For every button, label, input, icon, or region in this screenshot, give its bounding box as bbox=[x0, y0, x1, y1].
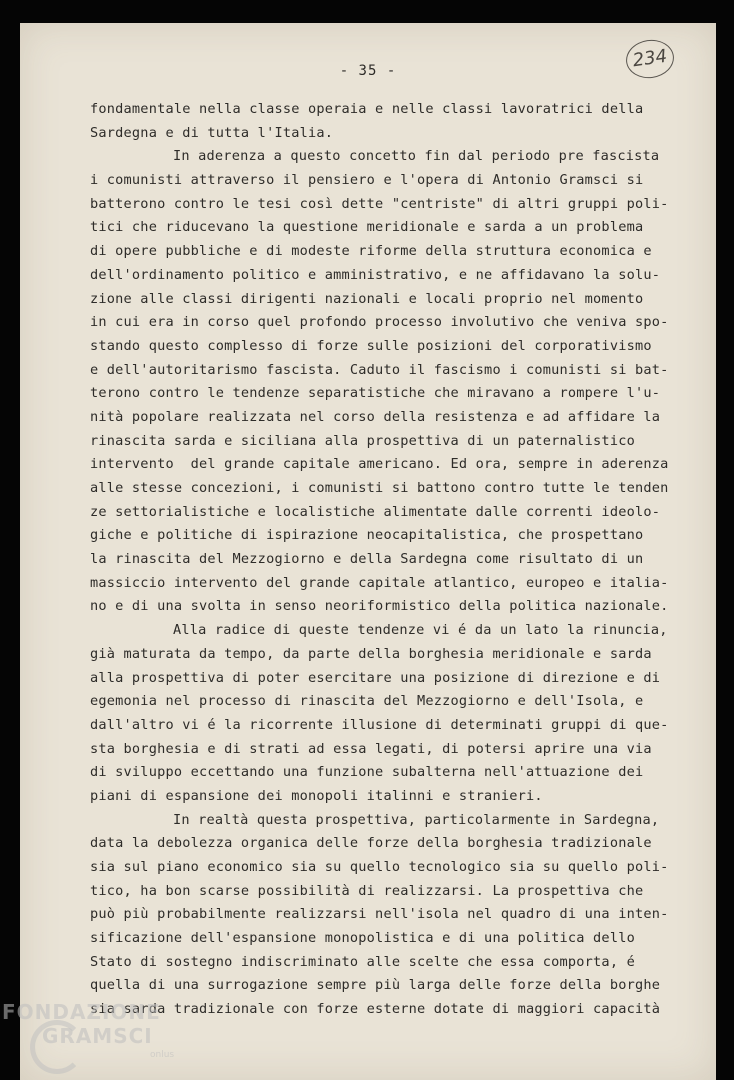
fondazione-gramsci-watermark bbox=[2, 1000, 192, 1078]
watermark-line2: GRAMSCI bbox=[42, 1024, 153, 1048]
text-line: In aderenza a questo concetto fin dal periodo pre fascista bbox=[173, 148, 660, 165]
text-line: già maturata da tempo, da parte della borghesia meridionale e sarda bbox=[90, 645, 652, 662]
archive-number-stamp: 234 bbox=[624, 37, 677, 81]
watermark-line1: FONDAZIONE bbox=[2, 1000, 161, 1024]
text-line: terono contro le tendenze separatistiche che miravano a rompere l'u- bbox=[90, 385, 661, 402]
page-number: - 35 - bbox=[339, 63, 397, 79]
text-line: alle stesse concezioni, i comunisti si battono contro tutte le tenden bbox=[90, 480, 669, 496]
text-line: di sviluppo eccettando una funzione subalterna nell'attuazione dei bbox=[90, 764, 644, 781]
text-line: data la debolezza organica delle forze della borghesia tradizionale bbox=[90, 835, 652, 852]
text-line: Stato di sostegno indiscriminato alle scelte che essa comporta, é bbox=[90, 953, 635, 970]
text-line: batterono contro le tesi così dette "centriste" di altri gruppi poli- bbox=[90, 195, 669, 212]
document-page bbox=[20, 23, 716, 1080]
text-line: massiccio intervento del grande capitale atlantico, europeo e italia- bbox=[90, 574, 669, 591]
text-line: piani di espansione dei monopoli italinni e stranieri. bbox=[90, 787, 543, 804]
text-line: e dell'autoritarismo fascista. Caduto il fascismo i comunisti si bat- bbox=[90, 361, 669, 378]
text-line: sificazione dell'espansione monopolistica e di una politica dello bbox=[90, 930, 635, 947]
text-line: fondamentale nella classe operaia e nelle classi lavoratrici della bbox=[90, 101, 644, 117]
text-line: giche e politiche di ispirazione neocapitalistica, che prospettano bbox=[90, 527, 644, 544]
text-line: i comunisti attraverso il pensiero e l'opera di Antonio Gramsci si bbox=[90, 172, 644, 189]
text-line: sia sarda tradizionale con forze esterne dotate di maggiori capacità bbox=[90, 1001, 661, 1018]
text-line: In realtà questa prospettiva, particolarmente in Sardegna, bbox=[173, 811, 660, 828]
text-line: sta borghesia e di strati ad essa legati, di potersi aprire una via bbox=[90, 740, 652, 757]
text-line: egemonia nel processo di rinascita del Mezzogiorno e dell'Isola, e bbox=[90, 693, 644, 710]
text-line: no e di una svolta in senso neoriformistico della politica nazionale. bbox=[90, 598, 669, 615]
text-line: tico, ha bon scarse possibilità di realizzarsi. La prospettiva che bbox=[90, 882, 644, 899]
text-line: tici che riducevano la questione meridionale e sarda a un problema bbox=[90, 219, 644, 236]
text-line: può più probabilmente realizzarsi nell'isola nel quadro di una inten- bbox=[90, 906, 669, 923]
text-line: in cui era in corso quel profondo processo involutivo che veniva spo- bbox=[90, 314, 669, 331]
text-line: rinascita sarda e siciliana alla prospettiva di un paternalistico bbox=[90, 432, 635, 449]
watermark-small: onlus bbox=[150, 1050, 175, 1060]
text-line: ze settorialistiche e localistiche alimentate dalle correnti ideolo- bbox=[90, 503, 661, 520]
text-line: Alla radice di queste tendenze vi é da un lato la rinuncia, bbox=[173, 622, 668, 639]
text-line: la rinascita del Mezzogiorno e della Sardegna come risultato di un bbox=[90, 551, 644, 568]
text-line: dell'ordinamento politico e amministrativo, e ne affidavano la solu- bbox=[90, 266, 661, 283]
text-line: di opere pubbliche e di modeste riforme della struttura economica e bbox=[90, 243, 652, 260]
text-line: alla prospettiva di poter esercitare una posizione di direzione e di bbox=[90, 669, 661, 686]
text-line: sia sul piano economico sia su quello tecnologico sia su quello poli- bbox=[90, 859, 669, 875]
text-line: zione alle classi dirigenti nazionali e locali proprio nel momento bbox=[90, 290, 644, 307]
typewritten-text bbox=[90, 98, 680, 1022]
text-line: dall'altro vi é la ricorrente illusione di determinati gruppi di que- bbox=[90, 716, 669, 733]
text-line: quella di una surrogazione sempre più larga delle forze della borghe bbox=[90, 977, 661, 994]
text-line: nità popolare realizzata nel corso della resistenza e ad affidare la bbox=[90, 408, 661, 425]
text-line: Sardegna e di tutta l'Italia. bbox=[90, 124, 334, 141]
text-line: intervento del grande capitale americano. Ed ora, sempre in aderenza bbox=[90, 456, 669, 473]
text-line: stando questo complesso di forze sulle posizioni del corporativismo bbox=[90, 337, 652, 354]
